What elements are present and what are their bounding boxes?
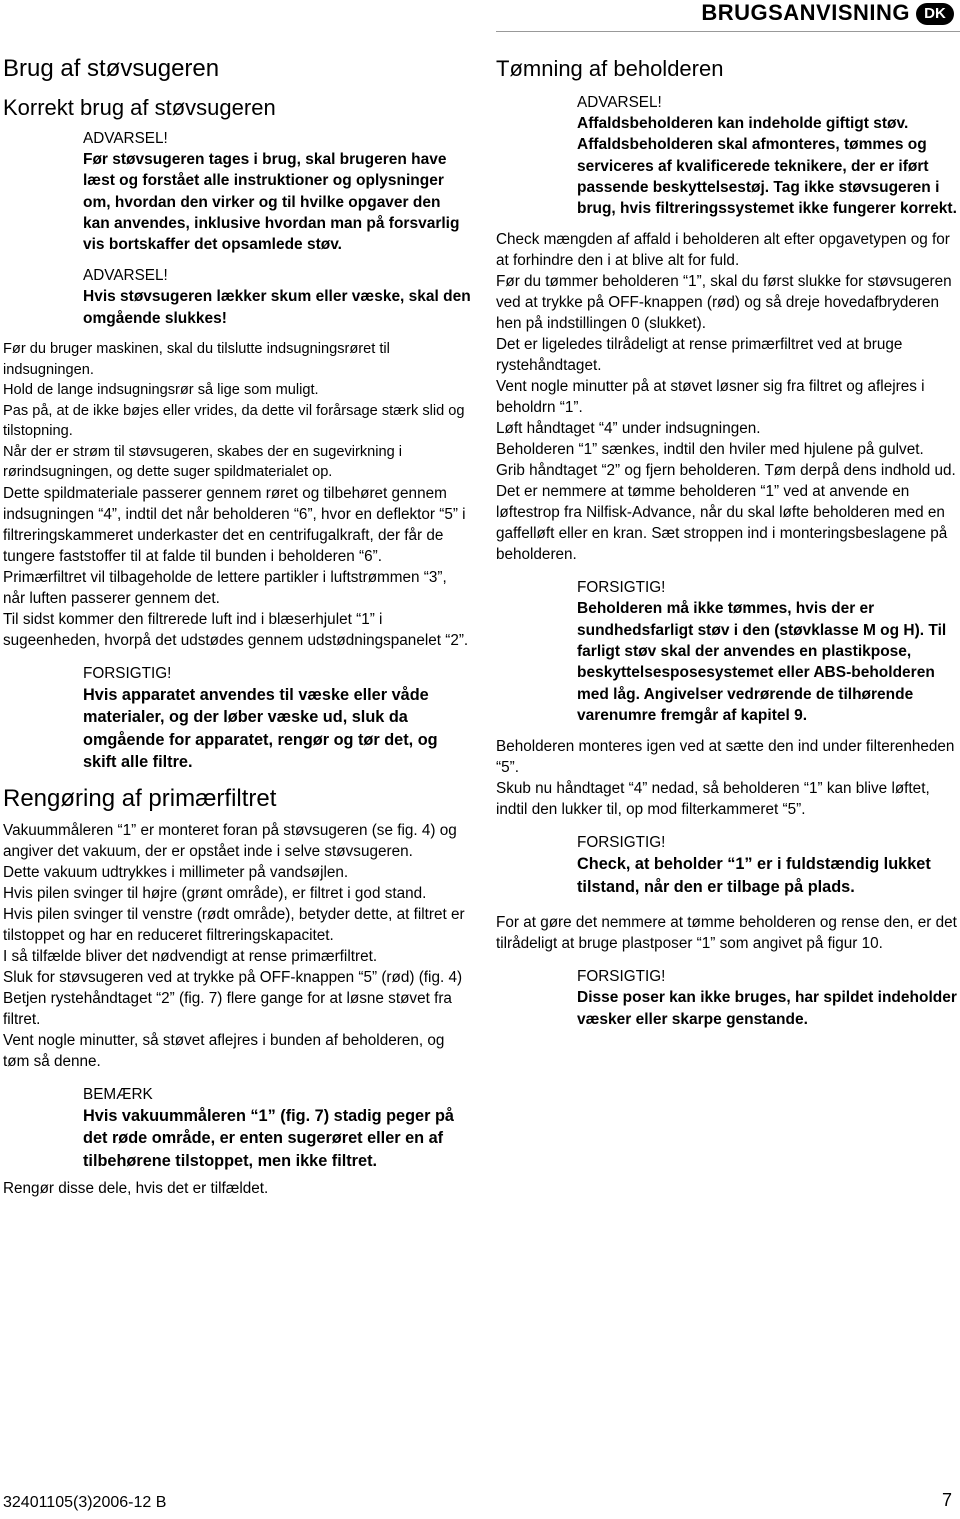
caution-label: FORSIGTIG!	[577, 579, 666, 597]
paragraph: Beholderen monteres igen ved at sætte den ind under filterenheden “5”.	[496, 738, 955, 777]
right-column	[496, 54, 958, 1040]
caution-label: FORSIGTIG!	[83, 664, 172, 682]
paragraph: Hold de lange indsugningsrør så lige som muligt.	[3, 382, 319, 399]
paragraph: Rengør disse dele, hvis det er tilfældet.	[3, 1180, 269, 1198]
section-title-use: Brug af støvsugeren	[3, 55, 220, 82]
paragraph: I så tilfælde bliver det nødvendigt at rense primærfiltret.	[3, 947, 378, 965]
paragraph: Til sidst kommer den filtrerede luft ind i blæserhjulet “1” i sugeenheden, hvorpå det udstødes gennem udstødningspanelet “2”.	[3, 610, 469, 649]
paragraph: Når der er strøm til støvsugeren, skabes der en sugevirkning i rørindsugningen, og dette suger spildmaterialet op.	[3, 443, 403, 481]
caution-text: Disse poser kan ikke bruges, har spildet indeholder væsker eller skarpe genstande.	[577, 989, 957, 1028]
header-divider	[496, 31, 960, 32]
left-column	[3, 54, 471, 1199]
paragraph: Betjen rystehåndtaget “2” (fig. 7) flere gange for at løsne støvet fra filtret.	[3, 989, 452, 1028]
language-badge: DK	[916, 3, 954, 25]
warning-label: ADVARSEL!	[83, 130, 168, 147]
paragraph: Primærfiltret vil tilbageholde de lettere partikler i luftstrømmen “3”, når luften passerer gennem det.	[3, 568, 447, 607]
paragraph: Det er ligeledes tilrådeligt at rense primærfiltret ved at bruge rystehåndtaget.	[496, 336, 903, 375]
warning-block	[577, 92, 958, 219]
caution-text: Beholderen må ikke tømmes, hvis der er sundhedsfarligt støv i den (støvklasse M og H). Til farligt støv skal der anvendes en plastikpose, beskyttelsesposesystemet eller ABS-beholderen med låg. Angivelser vedrørende de tilhørende varenumre fremgår af kapitel 9.	[577, 600, 947, 724]
warning-label: ADVARSEL!	[83, 267, 168, 285]
paragraph: Før du bruger maskinen, skal du tilslutte indsugningsrøret til indsugningen.	[3, 341, 390, 378]
caution-block	[83, 663, 471, 774]
warning-text: Affaldsbeholderen kan indeholde giftigt støv. Affaldsbeholderen skal afmonteres, tømmes og serviceres af kvalificerede teknikere, der er iført passende beskyttelsestøj. Tag ikke støvsugeren i brug, hvis filtreringssystemet ikke fungerer korrekt.	[577, 115, 957, 218]
warning-block-1	[83, 128, 471, 255]
paragraph: Løft håndtaget “4” under indsugningen.	[496, 420, 761, 438]
section-title-primary-filter: Rengøring af primærfiltret	[3, 784, 277, 812]
warning-text: Hvis støvsugeren lækker skum eller væske, skal den omgående slukkes!	[83, 288, 471, 327]
paragraph: Pas på, at de ikke bøjes eller vrides, da dette vil forårsage stærk slid og tilstopning.	[3, 402, 465, 440]
caution-text: Check, at beholder “1” er i fuldstændig lukket tilstand, når den er tilbage på plads.	[577, 855, 931, 896]
paragraph: Hvis pilen svinger til venstre (rødt område), betyder dette, at filtret er tilstoppet og har en reduceret filtreringskapacitet.	[3, 905, 465, 944]
paragraph: Det er nemmere at tømme beholderen “1” ved at anvende en løftestrop fra Nilfisk-Advance, når du skal løfte beholderen med en gaffelløft eller en kran. Sæt stroppen ind i monteringsbeslagene på beholderen.	[496, 483, 948, 564]
paragraph: Vent nogle minutter, så støvet aflejres i bunden af beholderen, og tøm så denne.	[3, 1031, 445, 1070]
paragraph: Før du tømmer beholderen “1”, skal du først slukke for støvsugeren ved at trykke på OFF-knappen (rød) og så dreje hovedafbryderen hen på indstillingen 0 (slukket).	[496, 273, 952, 333]
note-label: BEMÆRK	[83, 1085, 153, 1103]
paragraph: Dette vakuum udtrykkes i millimeter på vandsøjlen.	[3, 863, 349, 881]
warning-text: Før støvsugeren tages i brug, skal brugeren have læst og forstået alle instruktioner og oplysninger om, hvordan den virker og til hvilke opgaver den kan anvendes, inklusive hvordan man på forsvarlig vis bortskaffer det opsamlede støv.	[83, 151, 460, 254]
caution-block-1	[577, 577, 958, 726]
caution-block-2	[577, 832, 958, 898]
paragraph: Vent nogle minutter på at støvet løsner sig fra filtret og aflejres i beholdrn “1”.	[496, 378, 925, 417]
paragraph: Vakuummåleren “1” er monteret foran på støvsugeren (se fig. 4) og angiver det vakuum, der er opstået inde i selve støvsugeren.	[3, 821, 457, 860]
page-number: 7	[941, 1490, 952, 1510]
caution-label: FORSIGTIG!	[577, 968, 666, 986]
manual-title: BRUGSANVISNING	[701, 0, 910, 25]
paragraph: Hvis pilen svinger til højre (grønt område), er filtret i god stand.	[3, 884, 427, 902]
paragraph: For at gøre det nemmere at tømme beholderen og rense den, er det tilrådeligt at bruge plastposer “1” som angivet på figur 10.	[496, 914, 957, 953]
subsection-title-correct-use: Korrekt brug af støvsugeren	[3, 95, 276, 120]
warning-block-2	[83, 265, 471, 329]
paragraph: Check mængden af affald i beholderen alt efter opgavetypen og for at forhindre den i at blive alt for fuld.	[496, 231, 950, 270]
paragraph: Grib håndtaget “2” og fjern beholderen. Tøm derpå dens indhold ud.	[496, 462, 956, 480]
section-title-emptying: Tømning af beholderen	[496, 56, 724, 81]
paragraph: Skub nu håndtaget “4” nedad, så beholderen “1” kan blive løftet, indtil den lukker til, op mod filterkammeret “5”.	[496, 780, 930, 819]
paragraph: Dette spildmateriale passerer gennem røret og tilbehøret gennem indsugningen “4”, indtil det når beholderen “6”, hvor en deflektor “5” i filtreringskammeret underkaster det en centrifugalkraft, der får de tungere faststoffer til at falde til bunden i beholderen “6”.	[3, 484, 466, 565]
caution-text: Hvis apparatet anvendes til væske eller våde materialer, og der løber væske ud, sluk da omgående for apparatet, rengør og tør det, og skift alle filtre.	[83, 685, 438, 772]
note-text: Hvis vakuummåleren “1” (fig. 7) stadig peger på det røde område, er enten sugerøret eller en af tilbehørene tilstoppet, men ikke filtret.	[83, 1106, 454, 1170]
document-code: 32401105(3)2006-12 B	[3, 1494, 167, 1511]
caution-block-3	[577, 966, 958, 1030]
warning-label: ADVARSEL!	[577, 94, 662, 111]
note-block	[83, 1084, 471, 1173]
paragraph: Sluk for støvsugeren ved at trykke på OFF-knappen “5” (rød) (fig. 4)	[3, 968, 463, 986]
paragraph: Beholderen “1” sænkes, indtil den hviler med hjulene på gulvet.	[496, 441, 924, 459]
caution-label: FORSIGTIG!	[577, 834, 666, 852]
